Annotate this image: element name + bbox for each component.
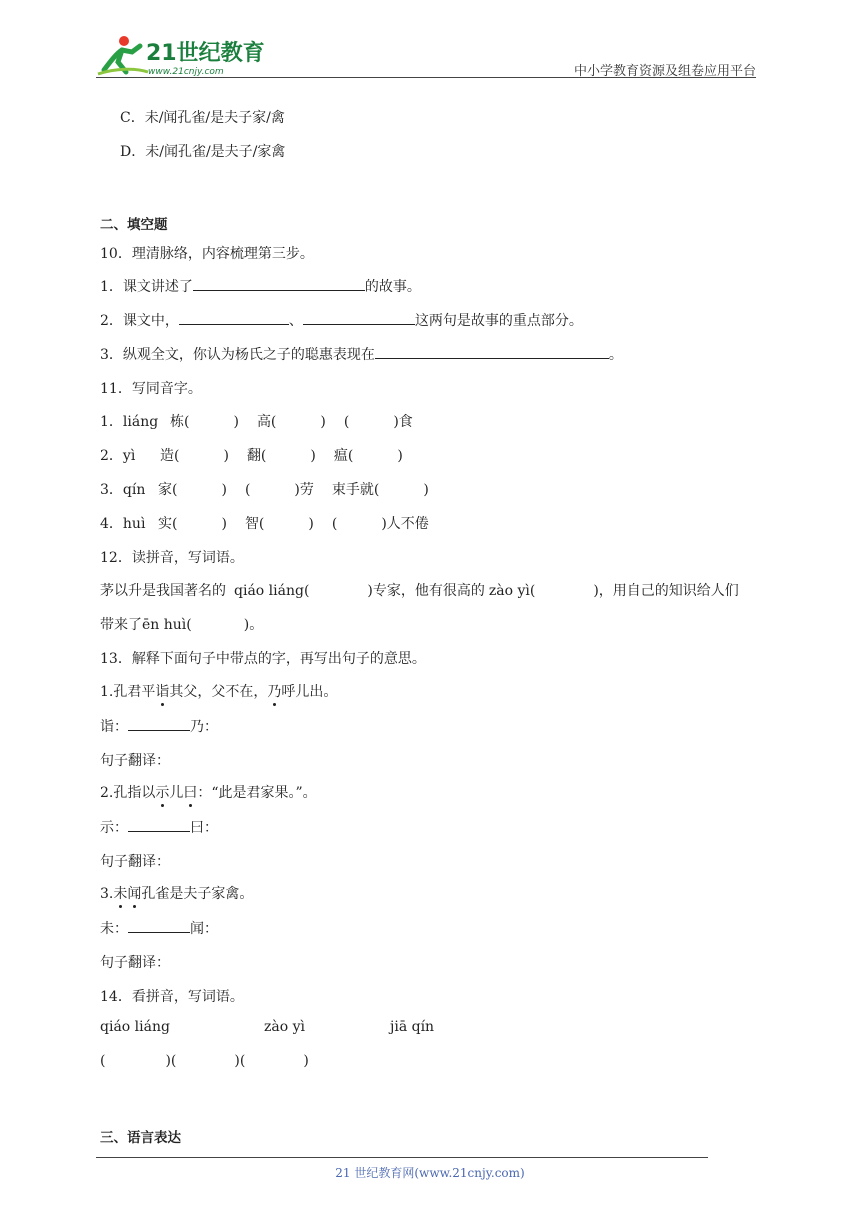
q11-pinyin: 4．huì bbox=[100, 516, 146, 532]
q13-text: 1.孔君平 bbox=[100, 684, 156, 700]
q11-row-1 bbox=[100, 411, 413, 431]
q13-answer-3 bbox=[100, 918, 218, 938]
q13-text: 2.孔指以 bbox=[100, 785, 156, 801]
q11-pinyin: 1．liáng bbox=[100, 414, 159, 430]
q11-row-4 bbox=[100, 513, 429, 533]
answer-blank[interactable] bbox=[193, 276, 365, 291]
question-10-item-3 bbox=[100, 344, 623, 364]
q11-word: 家( bbox=[158, 482, 178, 498]
q11-word: )人不倦 bbox=[381, 516, 429, 532]
answer-blank[interactable] bbox=[303, 310, 415, 325]
q13-label: 示： bbox=[100, 820, 128, 836]
q13-label: 曰： bbox=[190, 820, 218, 836]
q13-label: 闻： bbox=[190, 921, 218, 937]
option-d: D．未/闻孔雀/是夫子/家禽 bbox=[120, 144, 286, 160]
q10-2-separator: 、 bbox=[288, 313, 303, 329]
q13-answer-2 bbox=[100, 817, 218, 837]
answer-blank[interactable] bbox=[128, 817, 190, 832]
q11-word: )劳 bbox=[294, 482, 314, 498]
q13-translation-3: 句子翻译： bbox=[100, 955, 170, 971]
q10-1-text-a: 1．课文讲述了 bbox=[100, 279, 193, 295]
q11-word: 瘟( bbox=[333, 448, 354, 464]
q10-3-text-a: 3．纵观全文，你认为杨氏之子的聪惠表现在 bbox=[100, 347, 375, 363]
q11-word: ) bbox=[310, 448, 316, 464]
question-12-title: 12．读拼音，写词语。 bbox=[100, 550, 244, 566]
q11-word: ) bbox=[320, 414, 326, 430]
question-11-title: 11．写同音字。 bbox=[100, 381, 202, 397]
q11-pinyin: 3．qín bbox=[100, 482, 146, 498]
svg-text:www.21cnjy.com: www.21cnjy.com bbox=[148, 67, 224, 77]
question-14-title: 14．看拼音，写词语。 bbox=[100, 989, 244, 1005]
q12-pinyin: zào yì( bbox=[488, 583, 536, 599]
q12-text: 带来了 bbox=[100, 617, 142, 633]
q11-word: 翻( bbox=[246, 448, 267, 464]
q12-text: )。 bbox=[243, 617, 264, 633]
q13-label: 未： bbox=[100, 921, 128, 937]
answer-blank[interactable] bbox=[179, 310, 289, 325]
dotted-char: 乃 bbox=[267, 681, 281, 701]
runner-logo-icon bbox=[96, 32, 266, 78]
q11-word: ( bbox=[244, 482, 251, 498]
question-10-item-1 bbox=[100, 276, 421, 296]
q11-word: )食 bbox=[393, 414, 413, 430]
site-logo bbox=[96, 32, 266, 78]
dotted-char: 示 bbox=[155, 782, 169, 802]
dotted-char: 闻 bbox=[127, 883, 141, 903]
q12-text: )，用自己的知识给人们 bbox=[593, 583, 739, 599]
q11-word: ) bbox=[221, 482, 227, 498]
q14-pinyin-1: qiáo liáng bbox=[100, 1019, 170, 1035]
q12-pinyin: qiáo liáng( bbox=[234, 583, 310, 599]
q11-word: ( bbox=[331, 516, 338, 532]
q14-paren: )( bbox=[234, 1053, 246, 1069]
q13-label: 诣： bbox=[100, 719, 128, 735]
section-title-language-expression: 三、语言表达 bbox=[100, 1130, 181, 1146]
q11-word: ( bbox=[343, 414, 350, 430]
q13-sentence-2 bbox=[100, 782, 317, 802]
q13-answer-1 bbox=[100, 716, 218, 736]
option-c: C．未/闻孔雀/是夫子家/禽 bbox=[120, 110, 285, 126]
q10-3-text-b: 。 bbox=[608, 347, 623, 363]
footer-text[interactable]: 21 世纪教育网(www.21cnjy.com) bbox=[335, 1166, 525, 1180]
q11-word: ) bbox=[233, 414, 239, 430]
section-title-fill-in: 二、填空题 bbox=[100, 217, 168, 233]
q12-line-1 bbox=[100, 580, 739, 600]
q14-pinyin-3: jiā qín bbox=[390, 1019, 435, 1035]
q13-sentence-3 bbox=[100, 883, 253, 903]
q10-2-text-a: 2．课文中， bbox=[100, 313, 179, 329]
question-10-title: 10．理清脉络，内容梳理第三步。 bbox=[100, 246, 314, 262]
q12-pinyin: ēn huì( bbox=[142, 617, 192, 633]
q11-word: ) bbox=[221, 516, 227, 532]
q14-pinyin-2: zào yì bbox=[264, 1019, 305, 1035]
q11-word: 栋( bbox=[170, 414, 190, 430]
header-divider bbox=[96, 77, 756, 78]
question-13-title: 13．解释下面句子中带点的字，再写出句子的意思。 bbox=[100, 651, 426, 667]
q11-word: 智( bbox=[244, 516, 265, 532]
q13-text: ：“此是君家果。”。 bbox=[197, 785, 317, 801]
svg-text:21世纪教育: 21世纪教育 bbox=[146, 41, 265, 66]
q14-paren: ( bbox=[100, 1053, 106, 1069]
q12-text: 茅以升是我国著名的 bbox=[100, 583, 226, 599]
q13-sentence-1 bbox=[100, 681, 337, 701]
q13-text: 其父，父不在， bbox=[169, 684, 268, 700]
question-10-item-2 bbox=[100, 310, 583, 330]
answer-blank[interactable] bbox=[128, 918, 190, 933]
dotted-char: 诣 bbox=[155, 681, 169, 701]
q12-line-2 bbox=[100, 614, 263, 634]
q11-word: 实( bbox=[158, 516, 178, 532]
q11-word: 造( bbox=[160, 448, 180, 464]
q11-word: ) bbox=[223, 448, 229, 464]
q12-text: )专家，他有很高的 bbox=[367, 583, 485, 599]
q11-pinyin: 2．yì bbox=[100, 448, 136, 464]
q14-paren: )( bbox=[165, 1053, 177, 1069]
q10-1-text-b: 的故事。 bbox=[364, 279, 421, 295]
dotted-char: 未 bbox=[113, 883, 127, 903]
q11-word: ) bbox=[308, 516, 314, 532]
q13-label: 乃： bbox=[190, 719, 218, 735]
q13-translation-1: 句子翻译： bbox=[100, 753, 170, 769]
q10-2-text-b: 这两句是故事的重点部分。 bbox=[414, 313, 583, 329]
q13-text: 3. bbox=[100, 886, 114, 902]
q13-text: 儿 bbox=[169, 785, 184, 801]
q14-answer-blanks[interactable] bbox=[100, 1053, 309, 1069]
q11-word: ) bbox=[397, 448, 403, 464]
q11-word: ) bbox=[423, 482, 429, 498]
answer-blank[interactable] bbox=[375, 344, 609, 359]
q14-paren: ) bbox=[303, 1053, 309, 1069]
q13-text: 孔雀是夫子家禽。 bbox=[141, 886, 254, 902]
q13-text: 呼儿出。 bbox=[281, 684, 338, 700]
q11-word: 束手就( bbox=[331, 482, 380, 498]
q11-row-3 bbox=[100, 479, 429, 499]
header-platform-text: 中小学教育资源及组卷应用平台 bbox=[574, 64, 757, 79]
footer-divider bbox=[96, 1157, 708, 1158]
dotted-char: 曰 bbox=[183, 782, 197, 802]
q13-translation-2: 句子翻译： bbox=[100, 854, 170, 870]
q11-word: 高( bbox=[256, 414, 277, 430]
q11-row-2 bbox=[100, 445, 403, 465]
answer-blank[interactable] bbox=[128, 716, 190, 731]
